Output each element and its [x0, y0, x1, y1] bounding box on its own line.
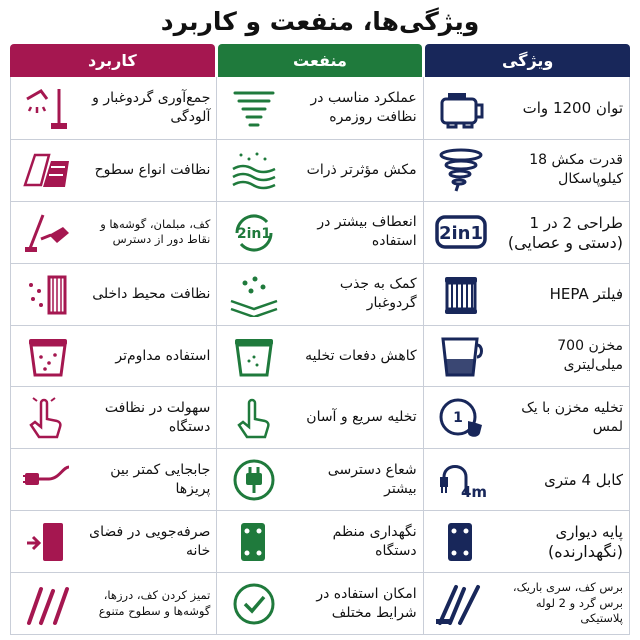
feature-subtext: (نگهدارنده) — [548, 542, 623, 562]
tools-icon — [17, 579, 79, 629]
usage-text: جمع‌آوری گردوغبار و آلودگی — [92, 90, 211, 125]
two-in-one-badge-icon — [430, 207, 492, 257]
usage-text: سهولت در نظافت دستگاه — [104, 400, 211, 435]
table-row — [11, 325, 629, 387]
tap-hand-icon — [223, 393, 285, 443]
svg-text:4m: 4m — [460, 482, 487, 501]
feature-cell — [423, 449, 629, 510]
usage-cell — [11, 573, 216, 634]
feature-table — [10, 44, 630, 634]
header-benefit: منفعت — [218, 44, 423, 77]
bin-icon — [223, 331, 285, 381]
shower-broom-icon — [17, 83, 79, 133]
feature-text: تخلیه مخزن با یک لمس — [521, 400, 623, 435]
filter-particles-icon — [17, 269, 79, 319]
benefit-text: کمک به جذب گردوغبار — [339, 276, 417, 312]
feature-subtext: (دستی و عصایی) — [507, 232, 623, 252]
one-touch-icon — [430, 393, 492, 443]
header-feature: ویژگی — [425, 44, 630, 77]
plug-circle-icon — [223, 455, 285, 505]
usage-text: استفاده مداوم‌تر — [115, 347, 211, 364]
table-row — [11, 201, 629, 263]
cable-4m-icon — [430, 455, 492, 505]
feature-cell — [423, 264, 629, 325]
usage-cell — [11, 77, 216, 139]
benefit-text: تخلیه سریع و آسان — [306, 409, 417, 426]
feature-text: کابل 4 متری — [544, 470, 623, 489]
benefit-cell — [216, 387, 422, 448]
two-in-one-cycle-icon — [223, 207, 285, 257]
motor-icon — [430, 83, 492, 133]
feature-cell — [423, 326, 629, 387]
benefit-text: انعطاف بیشتر در استفاده — [317, 214, 417, 250]
benefit-text: مکش مؤثرتر ذرات — [306, 161, 417, 178]
feature-text: برس کف، سری باریک، برس گرد و 2 لوله پلاستیکی — [512, 580, 623, 626]
feature-text: قدرت مکش 18 کیلوپاسکال — [529, 152, 623, 188]
check-circle-icon — [223, 579, 285, 629]
usage-text: نظافت محیط داخلی — [92, 285, 211, 302]
benefit-cell — [216, 573, 422, 634]
table-row — [11, 572, 629, 634]
benefit-text: نگهداری منظم دستگاه — [332, 523, 417, 559]
floor-carpet-icon — [17, 145, 79, 195]
usage-text: تمیز کردن کف، درزها، گوشه‌ها و سطوح متنوع — [98, 588, 211, 618]
table-row — [11, 263, 629, 325]
benefit-cell — [216, 264, 422, 325]
svg-text:1: 1 — [452, 409, 463, 426]
table-header — [10, 44, 630, 77]
page-title: ویژگی‌ها، منفعت و کاربرد — [160, 7, 480, 36]
benefit-text: امکان استفاده در شرایط مختلف — [316, 585, 417, 621]
table-body — [10, 77, 630, 635]
usage-text: نظافت انواع سطوح — [94, 161, 211, 178]
feature-cell — [423, 387, 629, 448]
usage-cell — [11, 326, 216, 387]
benefit-text: عملکرد مناسب در نظافت روزمره — [310, 90, 417, 125]
table-row — [11, 77, 629, 139]
hepa-filter-icon — [430, 269, 492, 319]
benefit-cell — [216, 326, 422, 387]
plug-cable-icon — [17, 455, 79, 505]
suction-tornado-icon — [430, 145, 492, 195]
feature-text: فیلتر HEPA — [549, 284, 623, 303]
usage-cell — [11, 202, 216, 263]
feature-text: پایه دیواری — [555, 523, 623, 542]
vacuums-icon — [17, 207, 79, 257]
usage-text: کف، مبلمان، گوشه‌ها و نقاط دور از دسترس — [100, 216, 211, 247]
usage-text: جابجایی کمتر بین پریزها — [110, 461, 211, 497]
benefit-cell — [216, 511, 422, 572]
usage-cell — [11, 140, 216, 201]
measuring-cup-icon — [430, 331, 492, 381]
benefit-cell — [216, 77, 422, 139]
benefit-cell — [216, 449, 422, 510]
table-row — [11, 386, 629, 448]
usage-cell — [11, 449, 216, 510]
feature-cell — [423, 202, 629, 263]
usage-text: صرفه‌جویی در فضای خانه — [89, 523, 211, 559]
feature-cell — [423, 140, 629, 201]
feature-text: مخزن 700 میلی‌لیتری — [557, 338, 623, 373]
usage-cell — [11, 264, 216, 325]
dust-waves-icon — [223, 145, 285, 195]
bin-dust-icon — [17, 331, 79, 381]
table-row — [11, 510, 629, 572]
tornado-icon — [223, 83, 285, 133]
benefit-text: کاهش دفعات تخلیه — [305, 347, 417, 364]
usage-cell — [11, 387, 216, 448]
benefit-text: شعاع دسترسی بیشتر — [327, 461, 417, 497]
tap-finger-icon — [17, 393, 79, 443]
table-row — [11, 448, 629, 510]
svg-text:2in1: 2in1 — [237, 226, 272, 243]
svg-text:2in1: 2in1 — [438, 223, 483, 245]
wall-bracket-icon — [223, 517, 285, 567]
feature-cell — [423, 511, 629, 572]
feature-cell — [423, 77, 629, 139]
benefit-cell — [216, 202, 422, 263]
feature-cell — [423, 573, 629, 634]
table-row — [11, 139, 629, 201]
benefit-cell — [216, 140, 422, 201]
feature-text: طراحی 2 در 1 — [529, 213, 623, 232]
space-saving-icon — [17, 517, 79, 567]
header-usage: کاربرد — [10, 44, 215, 77]
feature-text: توان 1200 وات — [522, 98, 623, 117]
usage-cell — [11, 511, 216, 572]
accessories-icon — [430, 579, 492, 629]
wall-mount-icon — [430, 517, 492, 567]
layers-dust-icon — [223, 269, 285, 319]
